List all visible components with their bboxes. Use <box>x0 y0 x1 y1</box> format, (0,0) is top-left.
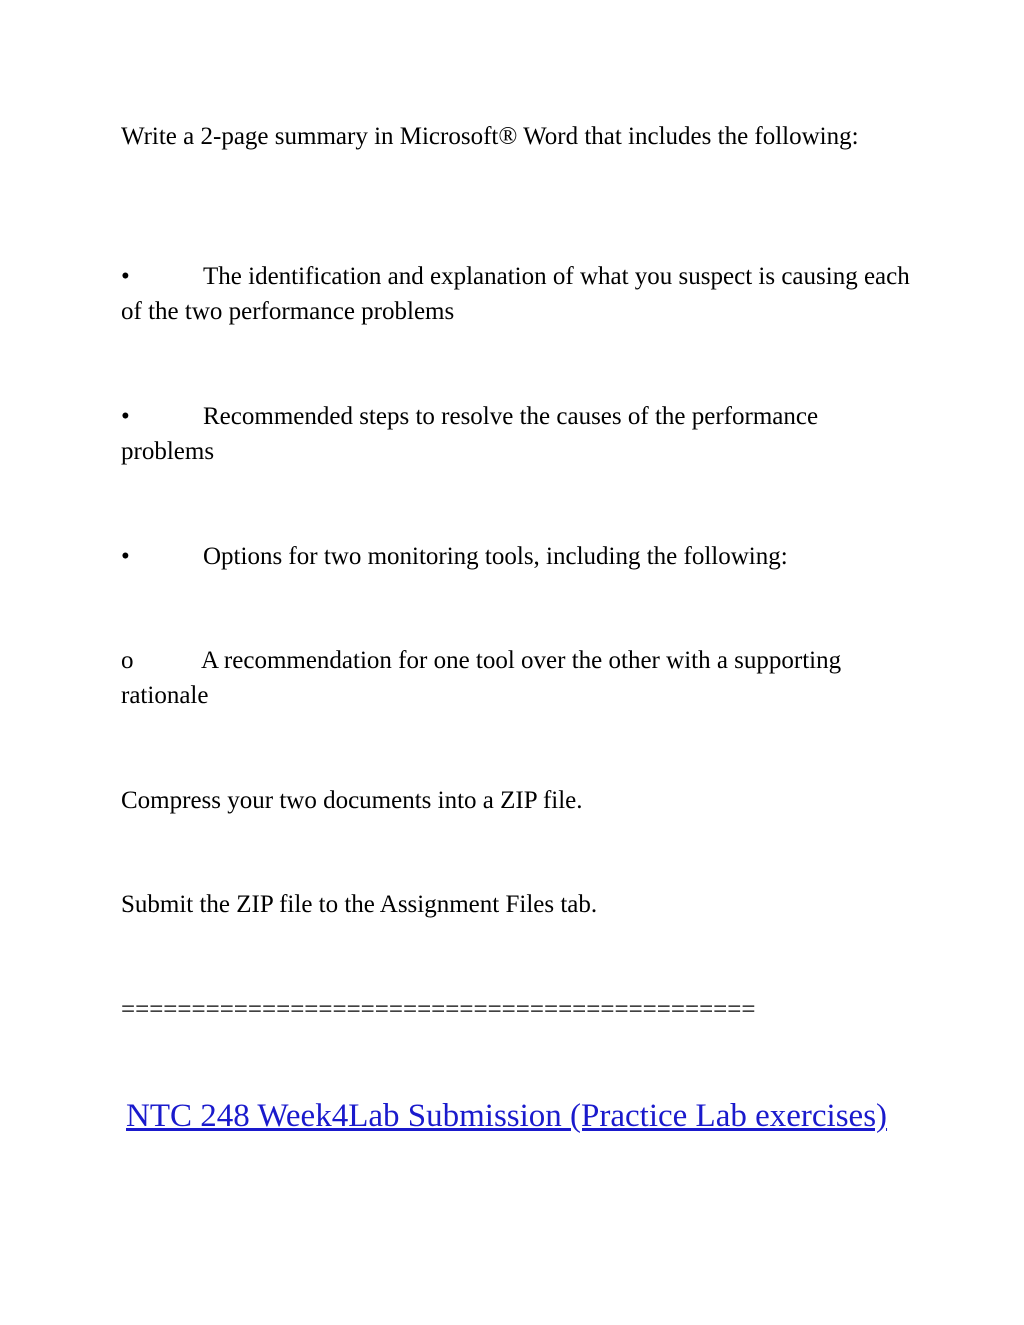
bullet-item-1 <box>121 259 911 329</box>
bullet-marker: • <box>121 543 130 570</box>
sub-bullet-text: A recommendation for one tool over the other with a supporting rationale <box>121 647 842 709</box>
bullet-marker: • <box>121 403 130 430</box>
ntc-248-week4lab-link[interactable]: NTC 248 Week4Lab Submission (Practice Lab exercises) <box>126 1098 888 1134</box>
sub-bullet-marker: o <box>121 647 134 674</box>
submit-instruction: Submit the ZIP file to the Assignment Files tab. <box>121 891 598 918</box>
bullet-text: Recommended steps to resolve the causes of the performance problems <box>121 403 819 465</box>
sub-bullet-item <box>121 643 911 713</box>
bullet-item-2 <box>121 399 911 469</box>
bullet-item-3 <box>121 539 911 574</box>
compress-instruction: Compress your two documents into a ZIP file. <box>121 787 583 814</box>
bullet-marker: • <box>121 263 130 290</box>
bullet-text: The identification and explanation of what you suspect is causing each of the two performance problems <box>121 263 910 325</box>
intro-paragraph: Write a 2-page summary in Microsoft® Word that includes the following: <box>121 123 859 150</box>
separator-line: ============================================= <box>121 996 756 1023</box>
bullet-text: Options for two monitoring tools, including the following: <box>203 543 788 570</box>
